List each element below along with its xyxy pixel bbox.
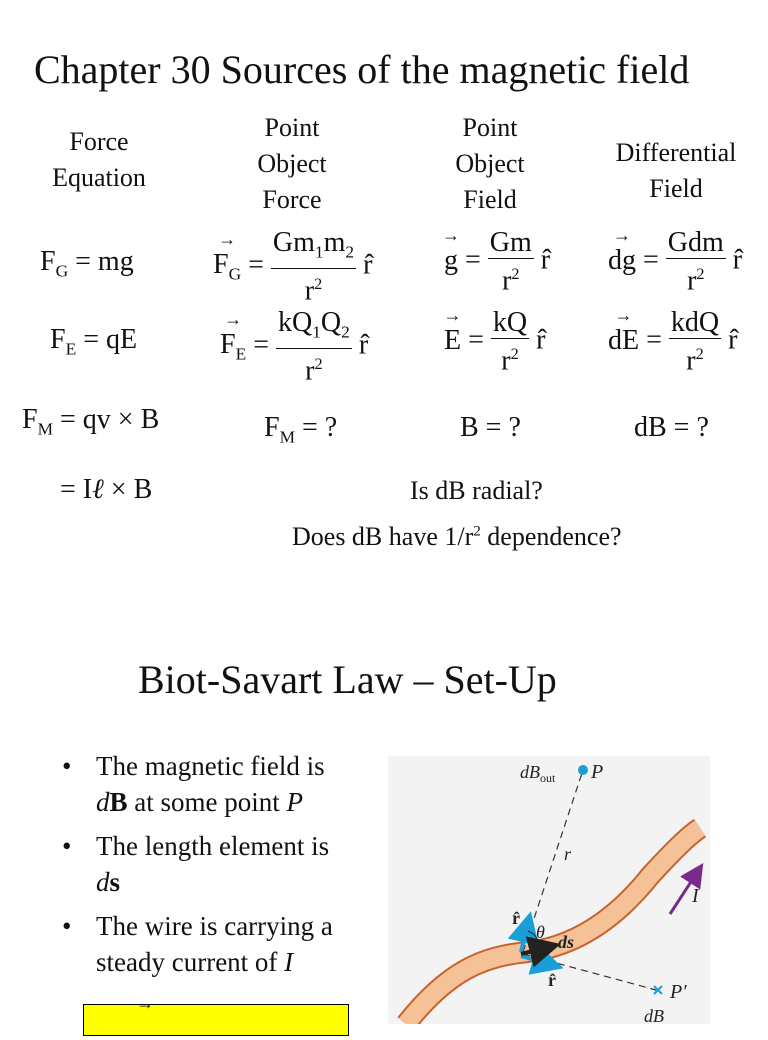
label-I: I	[692, 885, 699, 907]
eq-electric-differential: → dE = $\frac{\text{kdQ}}{r^2}$ r̂	[608, 308, 737, 376]
slide1-title: Chapter 30 Sources of the magnetic field	[34, 47, 690, 92]
eq-magnetic-current-form: = Iℓ × B	[60, 474, 153, 505]
header-line: Force	[69, 127, 129, 156]
header-line: Differential	[615, 138, 737, 167]
eq-gravity-differential: → dg = $\frac{\text{Gdm}}{r^2}$ r̂	[608, 228, 742, 296]
header-force-equation	[40, 124, 158, 196]
question-text: dependence?	[480, 522, 622, 551]
header-line: Point	[264, 113, 320, 142]
bullet-text-bold: B	[109, 787, 128, 817]
bullet-dot: •	[62, 751, 72, 781]
header-line: Field	[649, 174, 703, 203]
header-line: Object	[455, 149, 525, 178]
eq-gravity-point-force: → $F_G$ = $\frac{Gm_1m_2}{r^2}$ r̂	[213, 228, 372, 306]
slide2-title: Biot-Savart Law – Set-Up	[138, 657, 557, 702]
bullet-text	[96, 944, 372, 980]
question-radial: Is dB radial?	[410, 476, 543, 505]
bullet-text-italic: I	[284, 947, 294, 977]
eq-magnetic-differential: dB = ?	[634, 412, 709, 443]
header-line: Equation	[52, 163, 146, 192]
header-line: Force	[262, 185, 322, 214]
bullet-item	[62, 748, 372, 820]
header-point-object-field	[430, 110, 550, 218]
question-exponent: 2	[473, 523, 481, 540]
bullet-dot: •	[62, 911, 72, 941]
label-dB-in: dB	[644, 1006, 664, 1024]
bullet-text: The wire is carrying a	[96, 911, 333, 941]
header-differential-field	[596, 135, 756, 207]
bullet-text	[96, 864, 372, 900]
header-line: Point	[462, 113, 518, 142]
bullet-text-bold: s	[109, 867, 121, 897]
label-theta: θ	[536, 922, 545, 942]
eq-magnetic-point-force: $F_M$ = ?	[264, 412, 338, 447]
eq-electric-point-force: → $F_E$ = $\frac{kQ_1Q_2}{r^2}$ r̂	[220, 308, 368, 386]
eq-electric-force: $F_E$ = qE	[50, 324, 138, 359]
label-ds: ds	[558, 932, 575, 952]
point-p-dot	[578, 765, 588, 775]
bullet-text-italic: d	[96, 867, 110, 897]
bullet-text	[96, 784, 372, 820]
bullet-text-italic: P	[286, 787, 303, 817]
bullet-text: at some point	[127, 787, 287, 817]
label-dB-out: $dB_{out}$	[520, 762, 556, 785]
label-r: r	[564, 844, 572, 864]
header-line: Field	[463, 185, 517, 214]
formula-box	[83, 1004, 349, 1036]
header-line: Object	[257, 149, 327, 178]
header-point-object-force	[232, 110, 352, 218]
eq-magnetic-force: $F_M$ = qv × B	[22, 404, 160, 439]
label-rhat-bottom: r̂	[548, 970, 556, 990]
label-P-prime: P′	[670, 981, 687, 1003]
eq-electric-field: → E = $\frac{kQ}{r^2}$ r̂	[444, 308, 545, 376]
eq-gravity-field: → g = $\frac{Gm}{r^2}$ r̂	[444, 228, 550, 296]
eq-gravity-force: $F_G$ = mg	[40, 246, 134, 281]
bullet-item	[62, 828, 372, 900]
bullet-text: The length element is	[96, 831, 330, 861]
label-rhat-top: r̂	[512, 908, 520, 928]
bullet-text-italic: d	[96, 787, 110, 817]
bullet-dot: •	[62, 831, 72, 861]
formula-preview	[142, 1013, 148, 1040]
biot-savart-figure	[388, 756, 710, 1024]
eq-magnetic-field: B = ?	[460, 412, 521, 443]
bullet-list	[62, 748, 372, 988]
bullet-text: The magnetic field is	[96, 751, 325, 781]
bullet-text: steady current of	[96, 947, 285, 977]
question-text: Does dB have 1/r	[292, 522, 474, 551]
question-inverse-square	[292, 522, 622, 552]
label-P: P	[591, 761, 604, 783]
bullet-item	[62, 908, 372, 980]
